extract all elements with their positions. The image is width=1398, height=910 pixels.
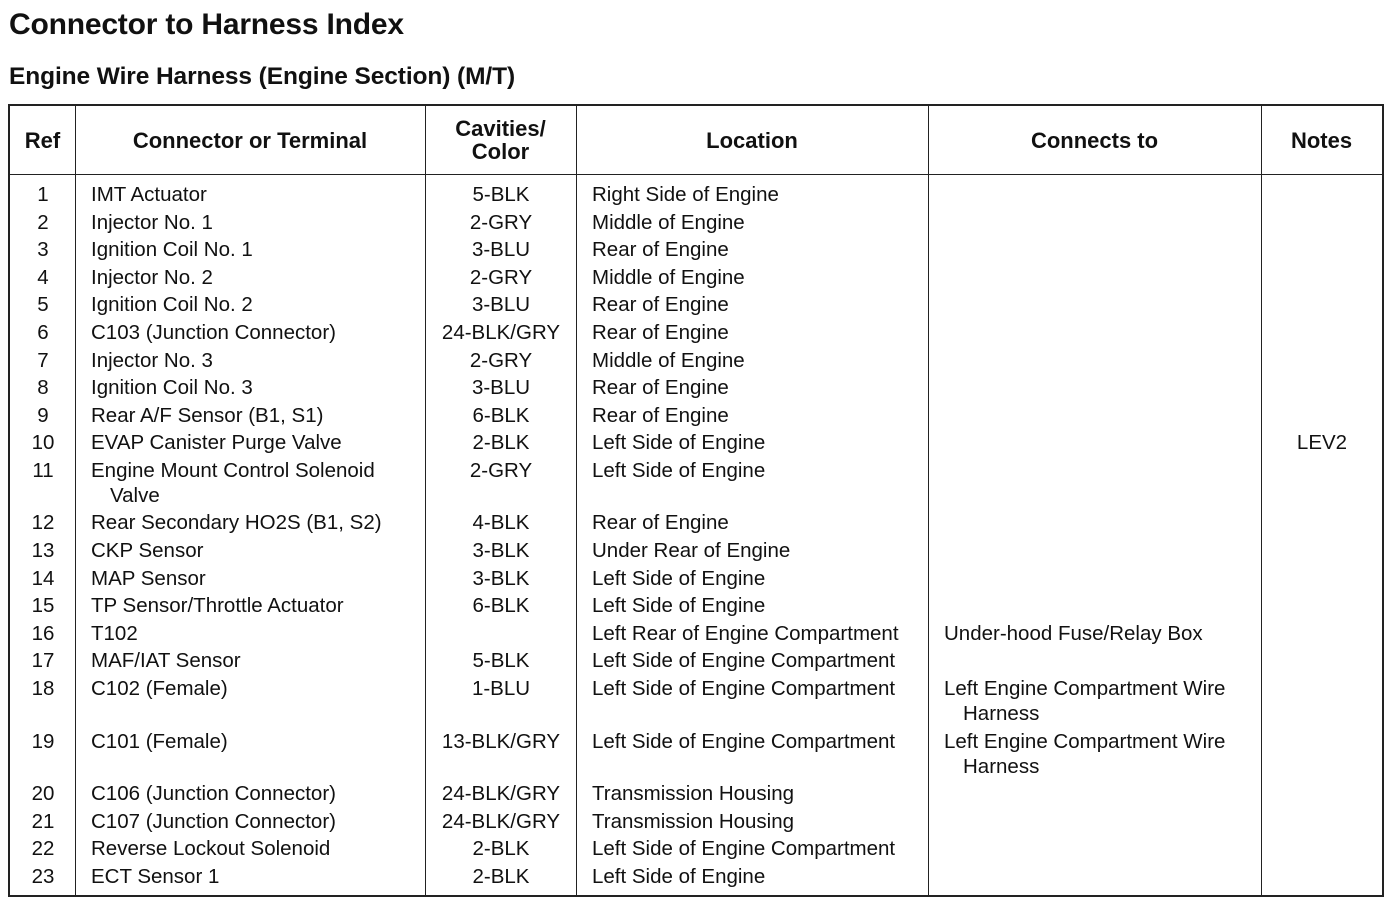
ref-cell bbox=[10, 458, 76, 483]
header-ref: Ref bbox=[24, 127, 61, 153]
ref-cell bbox=[10, 510, 76, 535]
location-cell-text: Transmission Housing bbox=[592, 782, 795, 805]
cavities-cell bbox=[426, 458, 576, 483]
connector-cell-text: Ignition Coil No. 1 bbox=[91, 238, 253, 262]
table-row bbox=[10, 781, 1382, 809]
ref-cell bbox=[10, 566, 76, 591]
ref-cell bbox=[10, 593, 76, 618]
cavities-cell bbox=[426, 864, 576, 889]
cavities-cell-text: 5-BLK bbox=[472, 183, 530, 206]
cavities-cell-text: 5-BLK bbox=[472, 649, 530, 673]
ref-cell bbox=[10, 676, 76, 701]
cavities-cell-text: 2-BLK bbox=[472, 431, 530, 455]
ref-cell bbox=[10, 237, 76, 262]
table-row bbox=[10, 237, 1382, 265]
cavities-cell-text: 4-BLK bbox=[472, 511, 530, 535]
connector-cell-text: C106 (Junction Connector) bbox=[91, 782, 336, 805]
connector-cell-text: CKP Sensor bbox=[91, 539, 204, 563]
section-title: Engine Wire Harness (Engine Section) (M/T) bbox=[9, 63, 516, 90]
connector-cell-text: Rear A/F Sensor (B1, S1) bbox=[91, 403, 324, 427]
table-body bbox=[10, 182, 1382, 891]
connector-cell bbox=[91, 458, 421, 508]
connector-cell-text: C101 (Female) bbox=[91, 729, 228, 753]
ref-cell-text: 12 bbox=[31, 511, 55, 535]
ref-cell-text: 7 bbox=[37, 348, 49, 372]
cavities-cell-text: 2-GRY bbox=[469, 265, 533, 289]
ref-cell-text: 5 bbox=[37, 293, 49, 317]
table-row bbox=[10, 348, 1382, 376]
connector-cell bbox=[91, 510, 421, 535]
cavities-cell-text: 2-GRY bbox=[469, 210, 533, 234]
location-cell-text: Left Side of Engine Compartment bbox=[592, 837, 896, 861]
connector-cell bbox=[91, 182, 421, 207]
connects-to-cell-text: Left Engine Compartment Wire bbox=[944, 677, 1226, 700]
connects-to-cell bbox=[944, 621, 1262, 646]
table-row bbox=[10, 403, 1382, 431]
cavities-cell bbox=[426, 375, 576, 400]
header-connects-to: Connects to bbox=[1030, 127, 1159, 153]
connector-cell-text: Ignition Coil No. 2 bbox=[91, 293, 253, 317]
ref-cell-text: 20 bbox=[31, 782, 55, 805]
connector-cell bbox=[91, 593, 421, 618]
connects-to-cell bbox=[944, 729, 1262, 779]
ref-cell-text: 21 bbox=[31, 809, 55, 833]
location-cell bbox=[592, 781, 932, 806]
ref-cell bbox=[10, 621, 76, 646]
connector-cell-text: Engine Mount Control Solenoid bbox=[91, 458, 375, 482]
location-cell-text: Right Side of Engine bbox=[592, 183, 779, 206]
connector-cell-text: TP Sensor/Throttle Actuator bbox=[91, 594, 344, 618]
table-row bbox=[10, 621, 1382, 649]
cavities-cell-text: 3-BLK bbox=[472, 539, 530, 563]
connector-cell bbox=[91, 781, 421, 806]
location-cell bbox=[592, 265, 932, 290]
connector-cell bbox=[91, 538, 421, 563]
cavities-cell bbox=[426, 676, 576, 701]
connector-cell-text: IMT Actuator bbox=[91, 183, 207, 206]
connector-cell-text: MAF/IAT Sensor bbox=[91, 649, 241, 673]
ref-cell bbox=[10, 836, 76, 861]
connector-cell bbox=[91, 375, 421, 400]
connector-cell bbox=[91, 676, 421, 701]
table-row bbox=[10, 375, 1382, 403]
header-cavities-line2: Color bbox=[471, 139, 530, 164]
connector-cell-text: Injector No. 3 bbox=[91, 348, 213, 372]
location-cell bbox=[592, 510, 932, 535]
location-cell bbox=[592, 210, 932, 235]
connector-cell bbox=[91, 210, 421, 235]
location-cell-text: Rear of Engine bbox=[592, 320, 729, 344]
location-cell bbox=[592, 729, 932, 754]
cavities-cell-text: 3-BLU bbox=[471, 376, 531, 400]
connector-cell bbox=[91, 566, 421, 591]
cavities-cell-text: 24-BLK/GRY bbox=[441, 320, 561, 344]
header-cavities-line1: Cavities/ bbox=[455, 116, 546, 141]
location-cell-text: Left Side of Engine bbox=[592, 566, 766, 590]
cavities-cell bbox=[426, 403, 576, 428]
ref-cell-text: 22 bbox=[31, 837, 55, 861]
header-cavities bbox=[425, 106, 576, 174]
location-cell-text: Rear of Engine bbox=[592, 403, 729, 427]
ref-cell bbox=[10, 403, 76, 428]
ref-cell bbox=[10, 729, 76, 754]
connector-cell bbox=[91, 403, 421, 428]
table-row bbox=[10, 864, 1382, 892]
ref-cell bbox=[10, 809, 76, 834]
connector-cell bbox=[91, 320, 421, 345]
header-location: Location bbox=[706, 127, 798, 153]
cavities-cell-text: 2-GRY bbox=[469, 348, 533, 372]
connects-to-cell-text-continued: Harness bbox=[963, 754, 1040, 778]
connector-cell bbox=[91, 237, 421, 262]
connector-cell-text: C102 (Female) bbox=[91, 677, 228, 700]
cavities-cell-text: 1-BLU bbox=[471, 677, 531, 700]
connector-cell bbox=[91, 430, 421, 455]
cavities-cell bbox=[426, 593, 576, 618]
cavities-cell bbox=[426, 292, 576, 317]
location-cell bbox=[592, 864, 932, 889]
cavities-cell-text: 6-BLK bbox=[472, 403, 530, 427]
page-title: Connector to Harness Index bbox=[9, 8, 404, 41]
ref-cell-text: 16 bbox=[31, 621, 55, 645]
ref-cell-text: 11 bbox=[32, 458, 54, 482]
table-row bbox=[10, 809, 1382, 837]
connector-cell bbox=[91, 348, 421, 373]
location-cell-text: Rear of Engine bbox=[592, 293, 729, 317]
location-cell-text: Middle of Engine bbox=[592, 210, 745, 234]
location-cell bbox=[592, 348, 932, 373]
ref-cell-text: 9 bbox=[37, 403, 49, 427]
ref-cell bbox=[10, 320, 76, 345]
cavities-cell bbox=[426, 566, 576, 591]
cavities-cell-text: 3-BLU bbox=[471, 238, 531, 262]
cavities-cell-text: 3-BLK bbox=[472, 566, 530, 590]
connector-cell-text: Injector No. 2 bbox=[91, 265, 213, 289]
cavities-cell bbox=[426, 210, 576, 235]
table-row bbox=[10, 676, 1382, 729]
ref-cell-text: 2 bbox=[37, 210, 49, 234]
location-cell bbox=[592, 593, 932, 618]
ref-cell-text: 10 bbox=[31, 431, 55, 455]
location-cell bbox=[592, 403, 932, 428]
connector-cell bbox=[91, 292, 421, 317]
location-cell bbox=[592, 621, 932, 646]
connects-to-cell bbox=[944, 676, 1262, 726]
connector-cell-text: ECT Sensor 1 bbox=[91, 864, 220, 888]
location-cell bbox=[592, 320, 932, 345]
table-row bbox=[10, 729, 1382, 782]
cavities-cell-text: 6-BLK bbox=[472, 594, 530, 618]
connector-cell bbox=[91, 864, 421, 889]
location-cell bbox=[592, 430, 932, 455]
location-cell bbox=[592, 648, 932, 673]
ref-cell bbox=[10, 210, 76, 235]
ref-cell-text: 23 bbox=[31, 864, 55, 888]
cavities-cell bbox=[426, 320, 576, 345]
cavities-cell bbox=[426, 237, 576, 262]
table-row bbox=[10, 836, 1382, 864]
ref-cell-text: 17 bbox=[31, 649, 55, 673]
cavities-cell bbox=[426, 538, 576, 563]
cavities-cell bbox=[426, 265, 576, 290]
connector-cell-text: Injector No. 1 bbox=[91, 210, 213, 234]
connects-to-cell-text-continued: Harness bbox=[963, 702, 1040, 725]
location-cell-text: Left Side of Engine Compartment bbox=[592, 649, 896, 673]
connector-cell bbox=[91, 648, 421, 673]
location-cell-text: Left Side of Engine bbox=[592, 458, 766, 482]
location-cell bbox=[592, 458, 932, 483]
table-row bbox=[10, 458, 1382, 511]
connects-to-cell-text: Under-hood Fuse/Relay Box bbox=[944, 621, 1203, 645]
cavities-cell bbox=[426, 809, 576, 834]
location-cell bbox=[592, 182, 932, 207]
table-row bbox=[10, 510, 1382, 538]
location-cell bbox=[592, 292, 932, 317]
ref-cell-text: 13 bbox=[31, 539, 55, 563]
cavities-cell-text: 3-BLU bbox=[471, 293, 531, 317]
connector-cell-text-continued: Valve bbox=[110, 483, 160, 507]
ref-cell-text: 8 bbox=[37, 376, 49, 400]
notes-cell-text: LEV2 bbox=[1296, 431, 1348, 455]
ref-cell bbox=[10, 265, 76, 290]
cavities-cell bbox=[426, 836, 576, 861]
cavities-cell bbox=[426, 781, 576, 806]
ref-cell bbox=[10, 781, 76, 806]
ref-cell-text: 3 bbox=[37, 238, 49, 262]
location-cell-text: Middle of Engine bbox=[592, 348, 745, 372]
ref-cell bbox=[10, 430, 76, 455]
table-row bbox=[10, 648, 1382, 676]
header-connector: Connector or Terminal bbox=[132, 127, 368, 153]
location-cell bbox=[592, 566, 932, 591]
cavities-cell bbox=[426, 348, 576, 373]
table-row bbox=[10, 320, 1382, 348]
ref-cell bbox=[10, 864, 76, 889]
connector-cell bbox=[91, 265, 421, 290]
connector-cell bbox=[91, 836, 421, 861]
ref-cell bbox=[10, 292, 76, 317]
connector-cell-text: T102 bbox=[91, 621, 138, 645]
location-cell-text: Left Rear of Engine Compartment bbox=[592, 621, 899, 645]
ref-cell-text: 1 bbox=[37, 183, 49, 206]
connector-cell-text: MAP Sensor bbox=[91, 566, 206, 590]
location-cell-text: Left Side of Engine Compartment bbox=[592, 677, 896, 700]
header-divider bbox=[10, 174, 1382, 175]
header-notes: Notes bbox=[1290, 127, 1353, 153]
ref-cell-text: 18 bbox=[31, 677, 55, 700]
connector-cell bbox=[91, 809, 421, 834]
location-cell-text: Rear of Engine bbox=[592, 238, 729, 262]
location-cell bbox=[592, 676, 932, 701]
location-cell-text: Transmission Housing bbox=[592, 809, 795, 833]
location-cell bbox=[592, 237, 932, 262]
table-row bbox=[10, 593, 1382, 621]
ref-cell-text: 15 bbox=[31, 594, 55, 618]
location-cell bbox=[592, 375, 932, 400]
cavities-cell bbox=[426, 182, 576, 207]
table-row bbox=[10, 430, 1382, 458]
location-cell bbox=[592, 538, 932, 563]
ref-cell-text: 14 bbox=[31, 566, 55, 590]
connector-cell-text: C103 (Junction Connector) bbox=[91, 320, 336, 344]
table-row bbox=[10, 292, 1382, 320]
ref-cell-text: 4 bbox=[37, 265, 49, 289]
connector-cell bbox=[91, 621, 421, 646]
notes-cell bbox=[1262, 430, 1382, 455]
location-cell-text: Left Side of Engine bbox=[592, 864, 766, 888]
connector-cell-text: C107 (Junction Connector) bbox=[91, 809, 336, 833]
location-cell-text: Left Side of Engine bbox=[592, 431, 766, 455]
cavities-cell-text: 2-BLK bbox=[472, 864, 530, 888]
location-cell-text: Left Side of Engine Compartment bbox=[592, 729, 896, 753]
connector-cell-text: Ignition Coil No. 3 bbox=[91, 376, 253, 400]
cavities-cell-text: 24-BLK/GRY bbox=[441, 782, 561, 805]
connects-to-cell-text: Left Engine Compartment Wire bbox=[944, 729, 1226, 753]
ref-cell bbox=[10, 538, 76, 563]
table-row bbox=[10, 265, 1382, 293]
ref-cell bbox=[10, 182, 76, 207]
cavities-cell-text: 13-BLK/GRY bbox=[441, 729, 561, 753]
connector-cell-text: Rear Secondary HO2S (B1, S2) bbox=[91, 511, 382, 535]
location-cell bbox=[592, 836, 932, 861]
ref-cell-text: 6 bbox=[37, 320, 49, 344]
cavities-cell-text: 2-GRY bbox=[469, 458, 533, 482]
table-row bbox=[10, 182, 1382, 210]
location-cell bbox=[592, 809, 932, 834]
location-cell-text: Rear of Engine bbox=[592, 376, 729, 400]
connector-cell bbox=[91, 729, 421, 754]
connector-table bbox=[8, 104, 1384, 897]
location-cell-text: Middle of Engine bbox=[592, 265, 745, 289]
table-row bbox=[10, 210, 1382, 238]
table-row bbox=[10, 566, 1382, 594]
ref-cell bbox=[10, 375, 76, 400]
ref-cell bbox=[10, 348, 76, 373]
ref-cell bbox=[10, 648, 76, 673]
cavities-cell bbox=[426, 729, 576, 754]
cavities-cell bbox=[426, 430, 576, 455]
location-cell-text: Left Side of Engine bbox=[592, 594, 766, 618]
location-cell-text: Rear of Engine bbox=[592, 511, 729, 535]
cavities-cell bbox=[426, 510, 576, 535]
table-row bbox=[10, 538, 1382, 566]
ref-cell-text: 19 bbox=[31, 729, 55, 753]
cavities-cell bbox=[426, 648, 576, 673]
cavities-cell-text: 24-BLK/GRY bbox=[441, 809, 561, 833]
connector-cell-text: Reverse Lockout Solenoid bbox=[91, 837, 331, 861]
cavities-cell-text: 2-BLK bbox=[472, 837, 530, 861]
location-cell-text: Under Rear of Engine bbox=[592, 539, 791, 563]
connector-cell-text: EVAP Canister Purge Valve bbox=[91, 431, 342, 455]
